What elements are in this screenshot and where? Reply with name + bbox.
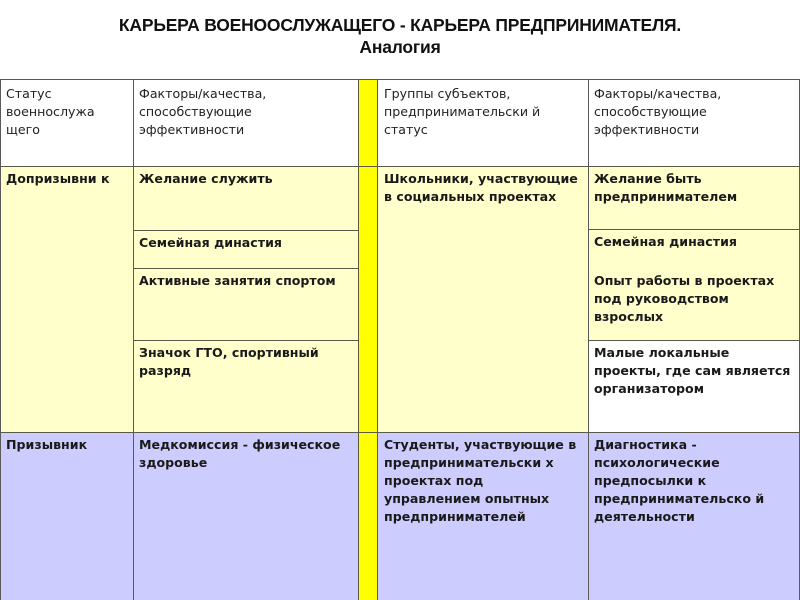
header-military-factors: Факторы/качества, способствующие эффективности [133,79,358,166]
row1-business-factor-2: Семейная династия [588,229,800,268]
row1-business-factor-1: Желание быть предпринимателем [588,166,800,229]
grid-line [133,340,358,341]
header-business-factors: Факторы/качества, способствующие эффективности [588,79,800,166]
row1-group: Школьники, участвующие в социальных проектах [378,166,588,432]
grid-line [588,229,800,230]
row1-business-factor-3: Опыт работы в проектах под руководством взрослых [588,268,800,340]
row1-status: Допризывни к [0,166,133,432]
grid-line [133,268,358,269]
slide-title [0,14,800,58]
row2-status: Призывник [0,432,133,600]
row2-group: Студенты, участвующие в предпринимательски х проектах под управлением опытных предпринимателей [378,432,588,600]
row2-military-factor-1: Медкомиссия - физическое здоровье [133,432,358,600]
row1-business-factor-4: Малые локальные проекты, где сам является организатором [594,345,791,396]
row1-military-factor-3: Активные занятия спортом [133,268,358,340]
grid-line [0,79,800,80]
grid-line [0,166,800,167]
title-line-2: Аналогия [359,37,441,57]
yellow-separator-column [358,79,378,600]
grid-line [0,79,1,600]
grid-line [133,230,358,231]
title-line-1: КАРЬЕРА ВОЕНООСЛУЖАЩЕГО - КАРЬЕРА ПРЕДПРИНИМАТЕЛЯ. [118,15,682,35]
header-entrepreneur-groups: Группы субъектов, предпринимательски й статус [378,79,588,166]
header-status: Статус военнослужа щего [0,79,133,166]
grid-line [588,79,589,600]
row1-military-factor-4: Значок ГТО, спортивный разряд [133,340,358,432]
row1-military-factor-2: Семейная династия [133,230,358,268]
grid-line [588,340,800,341]
grid-line [0,432,800,433]
row2-business-factor-1: Диагностика - психологические предпосылки к предпринимательско й деятельности [588,432,800,600]
grid-line [133,79,134,600]
row1-military-factor-1: Желание служить [133,166,358,230]
